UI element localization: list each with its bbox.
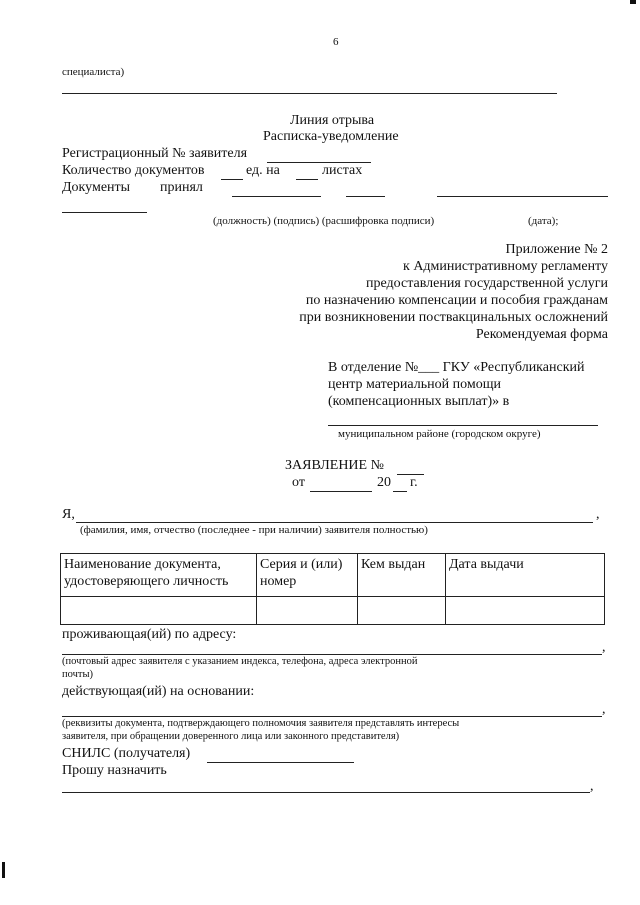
cut-line-label: Линия отрыва: [290, 113, 375, 128]
basis-label: действующая(ий) на основании:: [62, 684, 255, 699]
snils-field[interactable]: [207, 762, 354, 763]
statement-year-suffix: г.: [410, 475, 418, 490]
district-caption: муниципальном районе (городском округе): [338, 428, 541, 440]
addressee-line-2: центр материальной помощи: [328, 377, 501, 392]
appendix-line-1: Приложение № 2: [505, 242, 608, 257]
doc-name-cell[interactable]: [61, 597, 257, 625]
addressee-line-1: В отделение №___ ГКУ «Республиканский: [328, 360, 585, 375]
request-comma: ,: [590, 779, 594, 794]
appendix-line-6: Рекомендуемая форма: [475, 327, 608, 342]
request-label: Прошу назначить: [62, 763, 167, 778]
docs-count-label: Количество документов: [62, 163, 205, 178]
sheets-count-field[interactable]: [296, 179, 318, 180]
addressee-line-3: (компенсационных выплат)» в: [328, 394, 510, 409]
basis-caption-1: (реквизиты документа, подтверждающего полномочия заявителя представлять интересы: [62, 718, 460, 729]
date-caption: (дата);: [528, 215, 559, 227]
appendix-line-5: при возникновении поствакцинальных осложнений: [299, 310, 608, 325]
docs-label: Документы: [62, 180, 131, 195]
table-row: [61, 597, 605, 625]
address-label: проживающая(ий) по адресу:: [62, 627, 237, 642]
docs-count-units: ед. на: [246, 163, 280, 178]
table-header-row: [61, 554, 605, 597]
position-field[interactable]: [232, 196, 321, 197]
basis-comma: ,: [602, 702, 606, 717]
table-header-doc-name: Наименование документа, удостоверяющего личность: [61, 554, 257, 597]
applicant-name-field[interactable]: [76, 522, 593, 523]
snils-label: СНИЛС (получателя): [62, 746, 191, 761]
reg-number-label: Регистрационный № заявителя: [62, 146, 248, 161]
address-comma: ,: [602, 640, 606, 655]
request-field[interactable]: [62, 792, 590, 793]
receipt-title: Расписка-уведомление: [263, 129, 399, 144]
signature-decoding-field[interactable]: [437, 196, 608, 197]
scan-mark-left: [2, 862, 5, 878]
applicant-name-comma: ,: [596, 507, 600, 522]
statement-date-field[interactable]: [310, 491, 372, 492]
date-field[interactable]: [62, 212, 147, 213]
page-number: 6: [333, 36, 339, 48]
table-header-issued-by: Кем выдан: [358, 554, 446, 597]
statement-year-field[interactable]: [393, 491, 407, 492]
scan-mark-top: [630, 0, 636, 4]
docs-count-sheets: листах: [322, 163, 363, 178]
docs-count-field[interactable]: [221, 179, 243, 180]
statement-title: ЗАЯВЛЕНИЕ №: [285, 458, 384, 473]
basis-field[interactable]: [62, 716, 602, 717]
series-number-cell[interactable]: [257, 597, 358, 625]
specialist-line: [62, 93, 557, 94]
table-header-issue-date: Дата выдачи: [446, 554, 605, 597]
signature-field[interactable]: [346, 196, 385, 197]
docs-accepted-label: принял: [160, 180, 203, 195]
appendix-line-3: предоставления государственной услуги: [366, 276, 608, 291]
issue-date-cell[interactable]: [446, 597, 605, 625]
statement-from: от: [292, 475, 305, 490]
identity-document-table: [60, 553, 605, 625]
applicant-name-caption: (фамилия, имя, отчество (последнее - при наличии) заявителя полностью): [80, 524, 428, 536]
signature-caption: (должность) (подпись) (расшифровка подписи): [213, 215, 435, 227]
issued-by-cell[interactable]: [358, 597, 446, 625]
table-header-series-number: Серия и (или) номер: [257, 554, 358, 597]
statement-year: 20: [377, 475, 391, 490]
basis-caption-2: заявителя, при обращении доверенного лица или законного представителя): [62, 731, 400, 742]
address-caption-2: почты): [62, 669, 94, 680]
appendix-line-2: к Административному регламенту: [403, 259, 608, 274]
address-caption-1: (почтовый адрес заявителя с указанием индекса, телефона, адреса электронной: [62, 656, 418, 667]
district-field[interactable]: [328, 425, 598, 426]
address-field[interactable]: [62, 654, 602, 655]
specialist-text: специалиста): [62, 66, 125, 78]
appendix-line-4: по назначению компенсации и пособия гражданам: [305, 293, 608, 308]
applicant-i-label: Я,: [62, 507, 75, 522]
